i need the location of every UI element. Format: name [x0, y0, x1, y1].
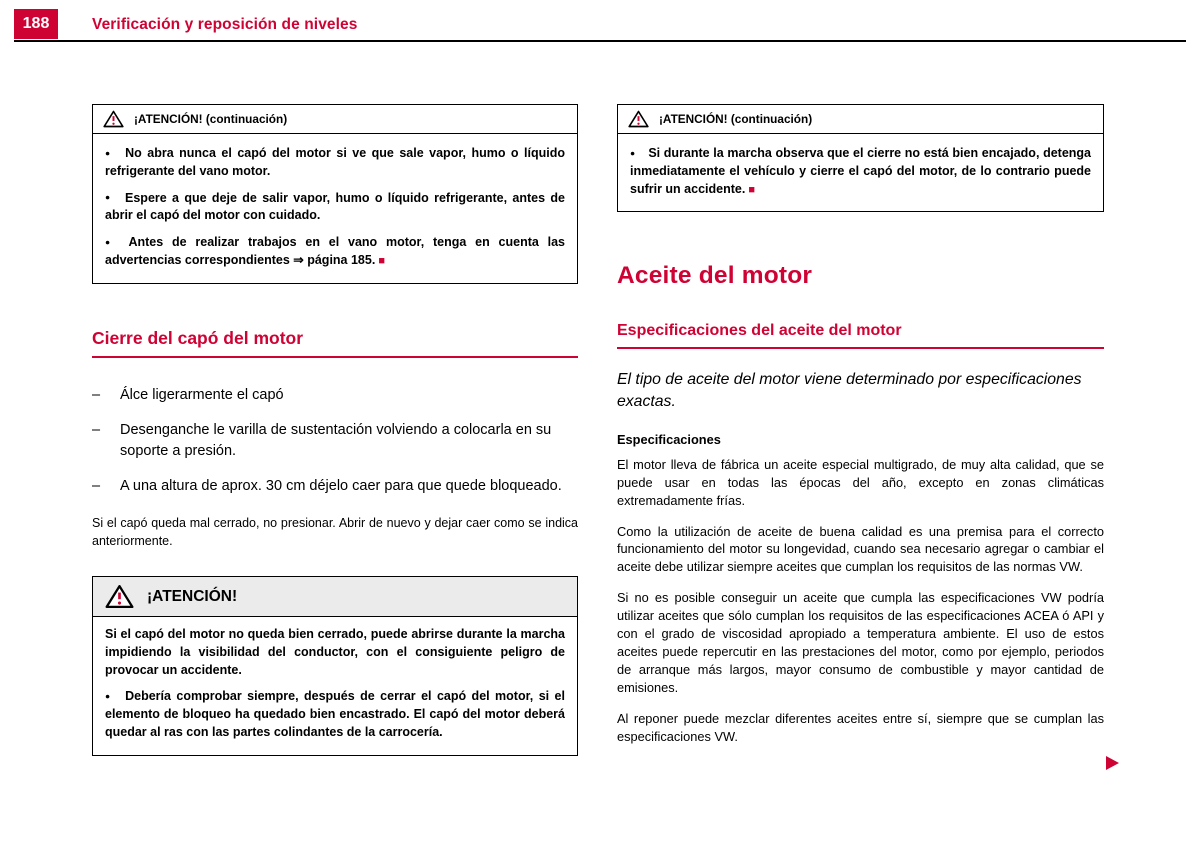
section-title-cierre-capo: Cierre del capó del motor [92, 328, 578, 358]
warning-item [105, 190, 565, 226]
warning-triangle-icon [103, 110, 124, 128]
warning-item [105, 688, 565, 741]
warning-item [105, 145, 565, 181]
paragraph-heading: Especificaciones [617, 431, 721, 447]
list-item [92, 420, 578, 461]
chapter-header-title: Verificación y reposición de niveles [92, 16, 358, 33]
warning-triangle-icon [105, 584, 134, 609]
warning-box-continuation-right [617, 104, 1104, 212]
chapter-title-aceite: Aceite del motor [617, 262, 813, 290]
list-item-text: – Desenganche le varilla de sustentación volviendo a colocarla en su soporte a presión. [120, 422, 552, 459]
page-header [14, 10, 1186, 42]
warning-triangle-icon [628, 110, 649, 128]
list-item [92, 476, 578, 497]
instruction-list [92, 385, 578, 497]
content-columns [0, 104, 1200, 756]
warning-item [630, 145, 1091, 198]
warning-item-text: Si durante la marcha observa que el cierre no está bien encajado, detenga inmediatamente el vehículo y cierre el capó del motor, de lo contrario puede sufrir un accidente. [630, 146, 1091, 196]
warning-box-header [93, 577, 577, 617]
warning-title: ¡ATENCIÓN! (continuación) [134, 112, 288, 126]
body-paragraph: El motor lleva de fábrica un aceite especial multigrado, de muy alta calidad, que se puede usar en todas las épocas del año, excepto en zonas climáticas extremadamente frías. [617, 456, 1104, 508]
list-item-text: – A una altura de aprox. 30 cm déjelo caer para que quede bloqueado. [120, 478, 562, 495]
body-paragraph: Como la utilización de aceite de buena calidad es una premisa para el correcto funcionamiento del motor su longevidad, cuando sea necesario agregar o cambiar el aceite debe utilizar siempre aceites que cumplan los requisitos de las normas VW. [617, 523, 1104, 575]
warning-box-attention [92, 576, 578, 756]
warning-box-continuation-left [92, 104, 578, 284]
list-item-text: – Álce ligerarmente el capó [120, 386, 284, 403]
warning-title: ¡ATENCIÓN! [147, 587, 238, 605]
intro-paragraph: El tipo de aceite del motor viene determinado por especificaciones exactas. [617, 371, 1082, 411]
warning-item [105, 234, 565, 270]
page-number-badge [14, 9, 58, 39]
warning-box-body [618, 134, 1103, 211]
body-paragraph: Al reponer puede mezclar diferentes aceites entre sí, siempre que se cumplan las especificaciones VW. [617, 710, 1104, 744]
note-paragraph: Si el capó queda mal cerrado, no presionar. Abrir de nuevo y dejar caer como se indica anteriormente. [92, 515, 578, 548]
warning-box-body [93, 134, 577, 283]
body-paragraph: Si no es posible conseguir un aceite que cumpla las especificaciones VW podría utilizar aceites que sólo cumplan los requisitos de las especificaciones ACEA ó API y con el grado de viscosidad apropiado a temperatura ambiente. El uso de estos aceites puede repercutir en las prestaciones del motor, como por ejemplo, periodos de arranque más largos, mayor consumo de combustible y mayor cantidad de emisiones. [617, 590, 1104, 695]
warning-lead-text: Si el capó del motor no queda bien cerrado, puede abrirse durante la marcha impidiendo la visibilidad del conductor, con el consiguiente peligro de provocar un accidente. [105, 627, 565, 677]
next-page-arrow-icon [1106, 756, 1119, 770]
left-column [92, 104, 578, 756]
warning-item-text: Debería comprobar siempre, después de cerrar el capó del motor, si el elemento de bloqueo ha quedado bien encastrado. El capó del motor deberá quedar al ras con las partes colindantes de la carrocería. [105, 689, 565, 739]
warning-title: ¡ATENCIÓN! (continuación) [659, 112, 813, 126]
page-number: 188 [22, 15, 50, 32]
warning-box-header [618, 105, 1103, 134]
subsection-title-especificaciones: Especificaciones del aceite del motor [617, 322, 1104, 349]
warning-item-text: No abra nunca el capó del motor si ve que sale vapor, humo o líquido refrigerante del vano motor. [105, 146, 566, 178]
warning-box-header [93, 105, 577, 134]
section-end-mark: ■ [748, 183, 755, 196]
warning-box-body [93, 617, 577, 755]
list-item [92, 385, 578, 406]
warning-item-text: Espere a que deje de salir vapor, humo o líquido refrigerante, antes de abrir el capó del motor con cuidado. [105, 190, 565, 223]
manual-page [0, 10, 1200, 859]
warning-item-text: Antes de realizar trabajos en el vano motor, tenga en cuenta las advertencias correspondientes ⇒ página 185. [105, 235, 565, 267]
section-end-mark: ■ [378, 254, 385, 267]
right-column [617, 104, 1104, 746]
